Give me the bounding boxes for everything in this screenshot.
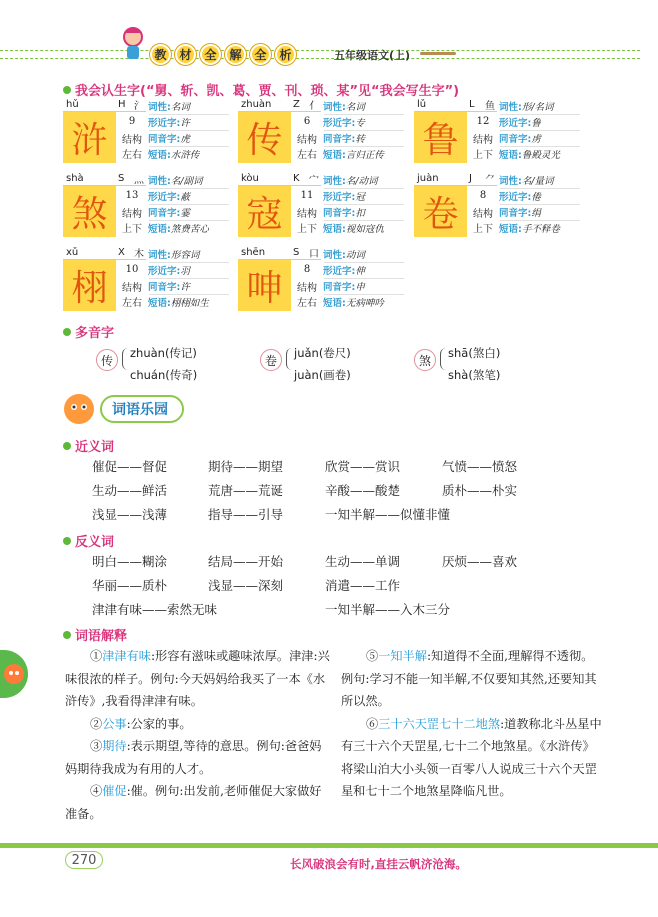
structure-value: 左右 — [297, 150, 317, 161]
bullet-icon — [63, 328, 71, 336]
radical: 氵 — [134, 101, 144, 112]
page-number: 270 — [65, 851, 103, 869]
series-char: 材 — [175, 44, 196, 65]
index-letter: X — [118, 247, 125, 258]
structure-value: 上下 — [297, 224, 317, 235]
char-card — [238, 246, 405, 312]
pos-field: 词性:形容词 — [148, 250, 200, 261]
word-pair: 华丽——质朴 — [92, 578, 168, 593]
pos-field: 词性:形/名词 — [499, 102, 554, 113]
footer-bar — [0, 843, 658, 848]
pinyin: zhuàn — [241, 99, 272, 110]
pinyin-row — [414, 98, 497, 112]
structure-label: 结构 — [122, 283, 142, 294]
bullet-icon — [63, 86, 71, 94]
side-tab — [0, 650, 28, 698]
index-letter: K — [293, 173, 300, 184]
radical: 灬 — [134, 175, 144, 186]
pinyin: shēn — [241, 247, 266, 258]
index-letter: S — [118, 173, 125, 184]
char-card — [238, 172, 405, 238]
similar-field: 形近字:冠 — [323, 192, 365, 203]
similar-field: 形近字:许 — [148, 118, 190, 129]
structure-label: 结构 — [122, 135, 142, 146]
pos-field: 词性:名词 — [148, 102, 190, 113]
structure-value: 上下 — [122, 224, 142, 235]
book-title: 五年级语文(上) — [334, 49, 411, 62]
fox-mascot-icon — [62, 392, 96, 426]
word-pair: 厌烦——喜欢 — [442, 554, 518, 569]
section-title: 我会认生字(“舅、斩、凯、葛、贾、刊、琐、某”见“我会写生字”) — [75, 84, 460, 99]
word-pair: 生动——鲜活 — [92, 483, 168, 498]
poly-reading: shà(煞笔) — [448, 368, 501, 382]
similar-field: 形近字:鲁 — [499, 118, 541, 129]
structure-value: 左右 — [122, 150, 142, 161]
word-pair: 明白——糊涂 — [92, 554, 168, 569]
phrase-field: 短语:视如寇仇 — [323, 224, 384, 235]
section-title: 近义词 — [75, 440, 115, 455]
index-letter: J — [469, 173, 472, 184]
explanation-item: ⑥三十六天罡七十二地煞:道教称北斗丛星中有三十六个天罡星,七十二个地煞星。《水浒传》将梁山泊大小头领一百零八人说成三十六个天罡星和七十二个地煞星降临凡世。 — [341, 716, 602, 798]
pinyin-row — [238, 98, 321, 112]
pinyin: kòu — [241, 173, 259, 184]
header-tape — [0, 50, 640, 59]
footer-motto: 长风破浪会有时,直挂云帆济沧海。 — [290, 857, 467, 871]
homophone-field: 同音字:转 — [323, 134, 365, 145]
structure-label: 结构 — [297, 209, 317, 220]
radical: 宀 — [309, 175, 319, 186]
poly-char: 卷 — [260, 349, 282, 371]
structure-value: 上下 — [473, 224, 493, 235]
char-glyph: 寇 — [238, 186, 291, 237]
similar-field: 形近字:专 — [323, 118, 365, 129]
series-char: 全 — [250, 44, 271, 65]
bullet-icon — [63, 537, 71, 545]
chapter-banner — [62, 392, 184, 426]
phrase-field: 短语:栩栩如生 — [148, 298, 209, 309]
word-pair: 一知半解——入木三分 — [325, 602, 451, 617]
poly-reading: zhuàn(传记) — [130, 346, 197, 360]
poly-reading: shā(煞白) — [448, 346, 501, 360]
pos-field: 词性:名/副词 — [148, 176, 203, 187]
homophone-field: 同音字:虎 — [148, 134, 190, 145]
stroke-count: 9 — [128, 116, 136, 127]
char-card — [63, 98, 230, 164]
stroke-count: 11 — [300, 190, 314, 201]
section-explanations — [63, 625, 127, 644]
pencil-icon — [420, 52, 456, 55]
word-pair: 催促——督促 — [92, 459, 168, 474]
char-glyph: 呻 — [238, 260, 291, 311]
structure-value: 左右 — [297, 298, 317, 309]
series-char: 析 — [275, 44, 296, 65]
pinyin: hǔ — [66, 99, 79, 110]
homophone-field: 同音字:许 — [148, 282, 190, 293]
fox-face-icon — [2, 662, 26, 686]
pinyin-row — [63, 246, 146, 260]
similar-field: 形近字:伸 — [323, 266, 365, 277]
section-title: 词语解释 — [75, 629, 128, 644]
radical: 鱼 — [485, 101, 495, 112]
structure-label: 结构 — [473, 209, 493, 220]
char-glyph: 传 — [238, 112, 291, 163]
pinyin-row — [238, 172, 321, 186]
similar-field: 形近字:倦 — [499, 192, 541, 203]
index-letter: L — [469, 99, 475, 110]
radical: 亻 — [309, 101, 319, 112]
structure-value: 左右 — [122, 298, 142, 309]
stroke-count: 8 — [303, 264, 311, 275]
radical: 木 — [134, 249, 144, 260]
explanations-left — [65, 645, 333, 825]
section-title: 反义词 — [75, 535, 115, 550]
section-polyphonic — [63, 322, 114, 341]
pos-field: 词性:名/量词 — [499, 176, 554, 187]
word-pair: 一知半解——似懂非懂 — [325, 507, 451, 522]
homophone-field: 同音字:扣 — [323, 208, 365, 219]
homophone-field: 同音字:申 — [323, 282, 365, 293]
structure-label: 结构 — [473, 135, 493, 146]
char-card — [238, 98, 405, 164]
explanation-item: ⑤一知半解:知道得不全面,理解得不透彻。例句:学习不能一知半解,不仅要知其然,还要知其所以然。 — [341, 649, 597, 708]
word-pair: 辛酸——酸楚 — [325, 483, 401, 498]
char-card — [63, 246, 230, 312]
stroke-count: 13 — [125, 190, 139, 201]
pos-field: 词性:动词 — [323, 250, 365, 261]
phrase-field: 短语:水浒传 — [148, 150, 200, 161]
homophone-field: 同音字:绢 — [499, 208, 541, 219]
similar-field: 形近字:羽 — [148, 266, 190, 277]
series-title — [150, 44, 296, 65]
word-pair: 质朴——朴实 — [442, 483, 518, 498]
pinyin: juàn — [417, 173, 439, 184]
explanation-item: ②公事:公家的事。 — [90, 716, 192, 731]
poly-char: 煞 — [414, 349, 436, 371]
pos-field: 词性:名词 — [323, 102, 365, 113]
similar-field: 形近字:蔽 — [148, 192, 190, 203]
char-card — [414, 172, 581, 238]
structure-value: 上下 — [473, 150, 493, 161]
char-glyph: 鲁 — [414, 112, 467, 163]
poly-char: 传 — [96, 349, 118, 371]
pinyin: xǔ — [66, 247, 79, 258]
phrase-field: 短语:手不释卷 — [499, 224, 560, 235]
series-char: 教 — [150, 44, 171, 65]
pinyin-row — [414, 172, 497, 186]
word-pair: 结局——开始 — [208, 554, 284, 569]
word-pair: 津津有味——索然无味 — [92, 602, 218, 617]
section-title: 多音字 — [75, 326, 115, 341]
word-pair: 荒唐——荒诞 — [208, 483, 284, 498]
word-pair: 气愤——愤怒 — [442, 459, 518, 474]
structure-label: 结构 — [297, 135, 317, 146]
poly-reading: juǎn(卷尺) — [294, 346, 351, 360]
series-char: 全 — [200, 44, 221, 65]
word-pair: 期待——期望 — [208, 459, 284, 474]
pinyin-row — [238, 246, 321, 260]
homophone-field: 同音字:虏 — [499, 134, 541, 145]
section-antonyms — [63, 531, 114, 550]
phrase-field: 短语:言归正传 — [323, 150, 384, 161]
index-letter: S — [293, 247, 300, 258]
index-letter: Z — [293, 99, 300, 110]
poly-reading: chuán(传奇) — [130, 368, 198, 382]
phrase-field: 短语:鲁殿灵光 — [499, 150, 560, 161]
brace — [440, 348, 446, 370]
word-pair: 生动——单调 — [325, 554, 401, 569]
char-card — [63, 172, 230, 238]
word-pair: 消遣——工作 — [325, 578, 401, 593]
stroke-count: 8 — [479, 190, 487, 201]
char-glyph: 浒 — [63, 112, 116, 163]
char-glyph: 煞 — [63, 186, 116, 237]
section-new-chars — [63, 80, 459, 99]
explanation-item: ③期待:表示期望,等待的意思。例句:爸爸妈妈期待我成为有用的人才。 — [65, 739, 322, 776]
word-pair: 浅显——浅薄 — [92, 507, 168, 522]
brace — [286, 348, 292, 370]
radical: 口 — [309, 249, 319, 260]
index-letter: H — [118, 99, 126, 110]
mascot-icon — [118, 25, 148, 61]
pinyin-row — [63, 98, 146, 112]
bullet-icon — [63, 442, 71, 450]
stroke-count: 10 — [125, 264, 139, 275]
explanation-item: ④催促:催。例句:出发前,老师催促大家做好准备。 — [65, 784, 322, 821]
word-pair: 指导——引导 — [208, 507, 284, 522]
structure-label: 结构 — [297, 283, 317, 294]
phrase-field: 短语:煞费苦心 — [148, 224, 209, 235]
stroke-count: 6 — [303, 116, 311, 127]
word-pair: 浅显——深刻 — [208, 578, 284, 593]
pinyin: lǔ — [417, 99, 427, 110]
char-glyph: 卷 — [414, 186, 467, 237]
pos-field: 词性:名/动词 — [323, 176, 378, 187]
char-glyph: 栩 — [63, 260, 116, 311]
char-card — [414, 98, 581, 164]
chapter-title: 词语乐园 — [100, 395, 184, 423]
bullet-icon — [63, 631, 71, 639]
phrase-field: 短语:无病呻吟 — [323, 298, 384, 309]
explanations-right — [341, 645, 605, 803]
series-char: 解 — [225, 44, 246, 65]
explanation-item: ①津津有味:形容有滋味或趣味浓厚。津津:兴味很浓的样子。例句:今天妈妈给我买了一本《水浒传》,我看得津津有味。 — [65, 649, 330, 708]
pinyin: shà — [66, 173, 84, 184]
word-pair: 欣赏——赏识 — [325, 459, 401, 474]
structure-label: 结构 — [122, 209, 142, 220]
section-synonyms — [63, 436, 114, 455]
radical: ⺈ — [485, 175, 495, 186]
poly-reading: juàn(画卷) — [294, 368, 351, 382]
pinyin-row — [63, 172, 146, 186]
homophone-field: 同音字:霎 — [148, 208, 190, 219]
brace — [122, 348, 128, 370]
stroke-count: 12 — [476, 116, 490, 127]
